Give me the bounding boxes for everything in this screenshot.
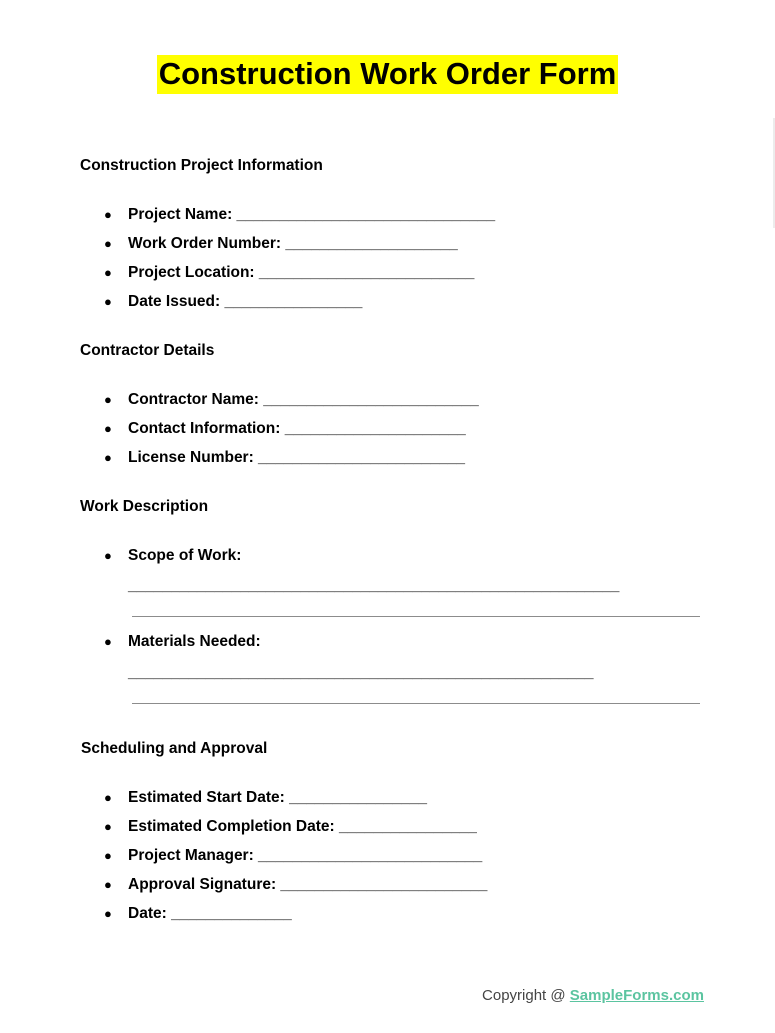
bullet-icon: ● <box>104 207 112 222</box>
materials-needed-blank: ______________________________________________________ <box>128 664 594 681</box>
bullet-icon: ● <box>104 790 112 805</box>
field-text: Work Order Number: ____________________ <box>128 235 458 252</box>
bullet-icon: ● <box>104 392 112 407</box>
field-work-order-number <box>104 234 458 254</box>
section-heading-scheduling-approval: Scheduling and Approval <box>81 740 268 757</box>
bullet-icon: ● <box>104 548 112 563</box>
section-heading-project-info: Construction Project Information <box>80 157 323 174</box>
field-project-location <box>104 263 474 283</box>
field-label: Scope of Work: <box>128 547 242 564</box>
section-heading-contractor-details: Contractor Details <box>80 342 215 359</box>
field-estimated-start-date <box>104 788 427 808</box>
field-label: Materials Needed: <box>128 633 261 650</box>
field-text: Date: ______________ <box>128 905 292 922</box>
form-title: Construction Work Order Form <box>157 55 619 94</box>
bullet-icon: ● <box>104 236 112 251</box>
bullet-icon: ● <box>104 634 112 649</box>
field-estimated-completion-date <box>104 817 477 837</box>
bullet-icon: ● <box>104 450 112 465</box>
field-license-number <box>104 448 465 468</box>
copyright-text: Copyright @ <box>482 987 570 1004</box>
scope-of-work-blank: _________________________________________________________ <box>128 577 620 594</box>
field-text: License Number: ________________________ <box>128 449 465 466</box>
field-project-manager <box>104 846 482 866</box>
field-text: Project Location: _________________________ <box>128 264 475 281</box>
field-contact-information <box>104 419 466 439</box>
field-text: Estimated Start Date: ________________ <box>128 789 427 806</box>
field-text: Project Name: ______________________________ <box>128 206 496 223</box>
field-text: Date Issued: ________________ <box>128 293 363 310</box>
brand-link[interactable]: SampleForms.com <box>569 987 704 1004</box>
field-materials-needed <box>104 632 261 652</box>
bullet-icon: ● <box>104 848 112 863</box>
field-text: Contractor Name: _________________________ <box>128 391 479 408</box>
field-approval-signature <box>104 875 487 895</box>
materials-needed-rule <box>132 703 700 704</box>
field-project-name <box>104 205 495 225</box>
field-text: Estimated Completion Date: ________________ <box>128 818 477 835</box>
bullet-icon: ● <box>104 294 112 309</box>
field-date <box>104 904 292 924</box>
scope-of-work-rule <box>132 616 700 617</box>
section-heading-work-description: Work Description <box>80 498 209 515</box>
field-scope-of-work <box>104 546 241 566</box>
field-text: Project Manager: __________________________ <box>128 847 483 864</box>
field-text: Contact Information: _____________________ <box>128 420 466 437</box>
bullet-icon: ● <box>104 819 112 834</box>
field-text: Approval Signature: ________________________ <box>128 876 488 893</box>
bullet-icon: ● <box>104 906 112 921</box>
form-title-wrapper <box>0 55 775 94</box>
bullet-icon: ● <box>104 421 112 436</box>
footer-copyright <box>482 987 704 1004</box>
bullet-icon: ● <box>104 265 112 280</box>
field-contractor-name <box>104 390 479 410</box>
field-date-issued <box>104 292 362 312</box>
bullet-icon: ● <box>104 877 112 892</box>
